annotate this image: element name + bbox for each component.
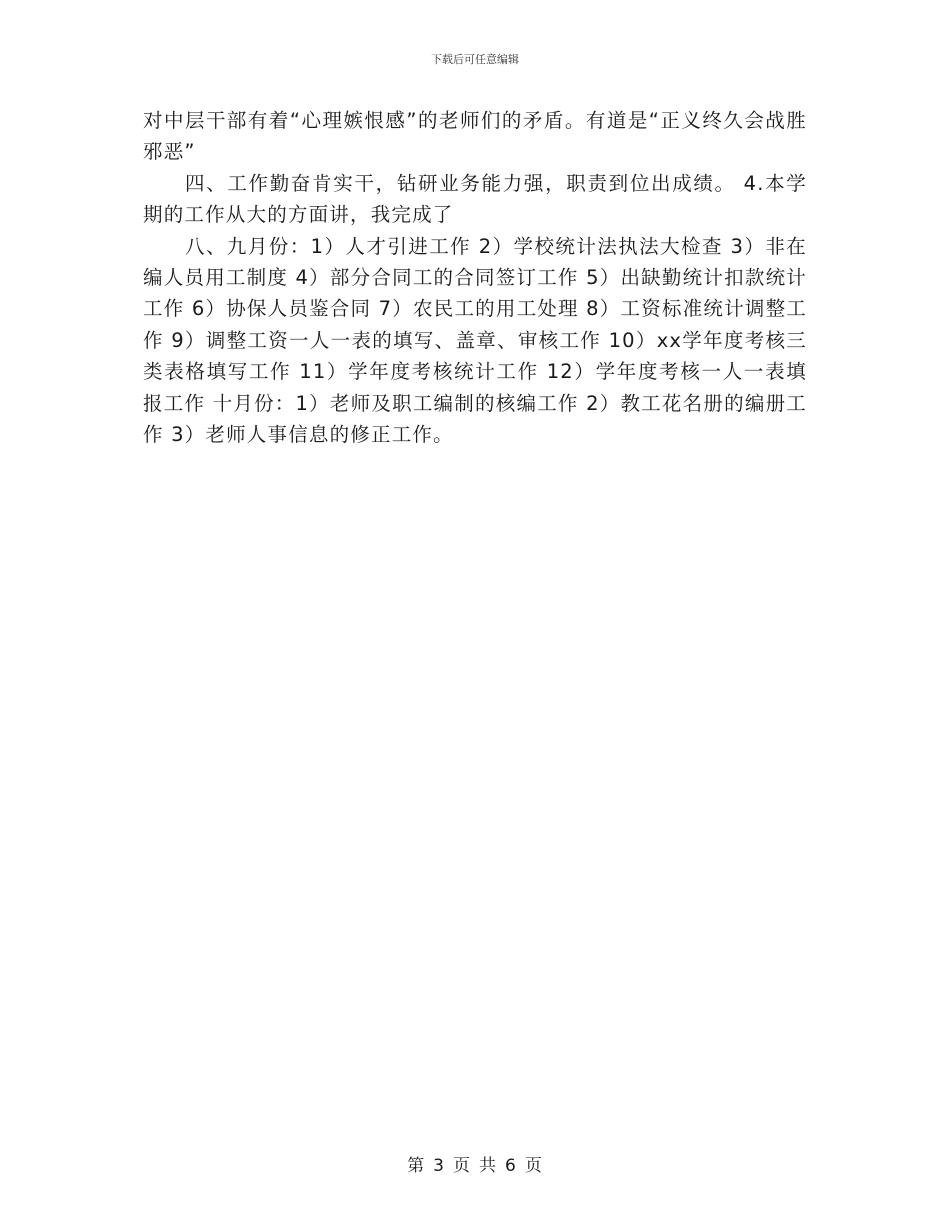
footer-label-unit: 页: [453, 1156, 471, 1176]
page-number-footer: [0, 1155, 950, 1177]
paragraph-2: 四、工作勤奋肯实干，钻研业务能力强，职责到位出成绩。 4.本学期的工作从大的方面讲，我完成了: [143, 171, 807, 227]
footer-label-unit-end: 页: [524, 1156, 543, 1176]
paragraph-1: 对中层干部有着“心理嫉恨感”的老师们的矛盾。有道是“正义终久会战胜邪恶”: [143, 109, 807, 164]
footer-current-page: 3: [433, 1156, 445, 1176]
page-header-note: 下载后可任意编辑: [431, 53, 519, 66]
footer-label-page: 第: [407, 1156, 426, 1176]
footer-label-total: 共: [479, 1156, 497, 1176]
document-body: [143, 105, 807, 450]
footer-total-pages: 6: [505, 1156, 517, 1176]
paragraph-3: 八、九月份：1）人才引进工作 2）学校统计法执法大检查 3）非在编人员用工制度 4）部分合同工的合同签订工作 5）出缺勤统计扣款统计工作 6）协保人员鉴合同 7）农民工的用工处理 8）工资标准统计调整工作 9）调整工资一人一表的填写、盖章、审核工作 10）xx学年度考核三类表格填写工作 11）学年度考核统计工作 12）学年度考核一人一表填报工作 十月份：1）老师及职工编制的核编工作 2）教工花名册的编册工作 3）老师人事信息的修正工作。: [143, 234, 807, 447]
